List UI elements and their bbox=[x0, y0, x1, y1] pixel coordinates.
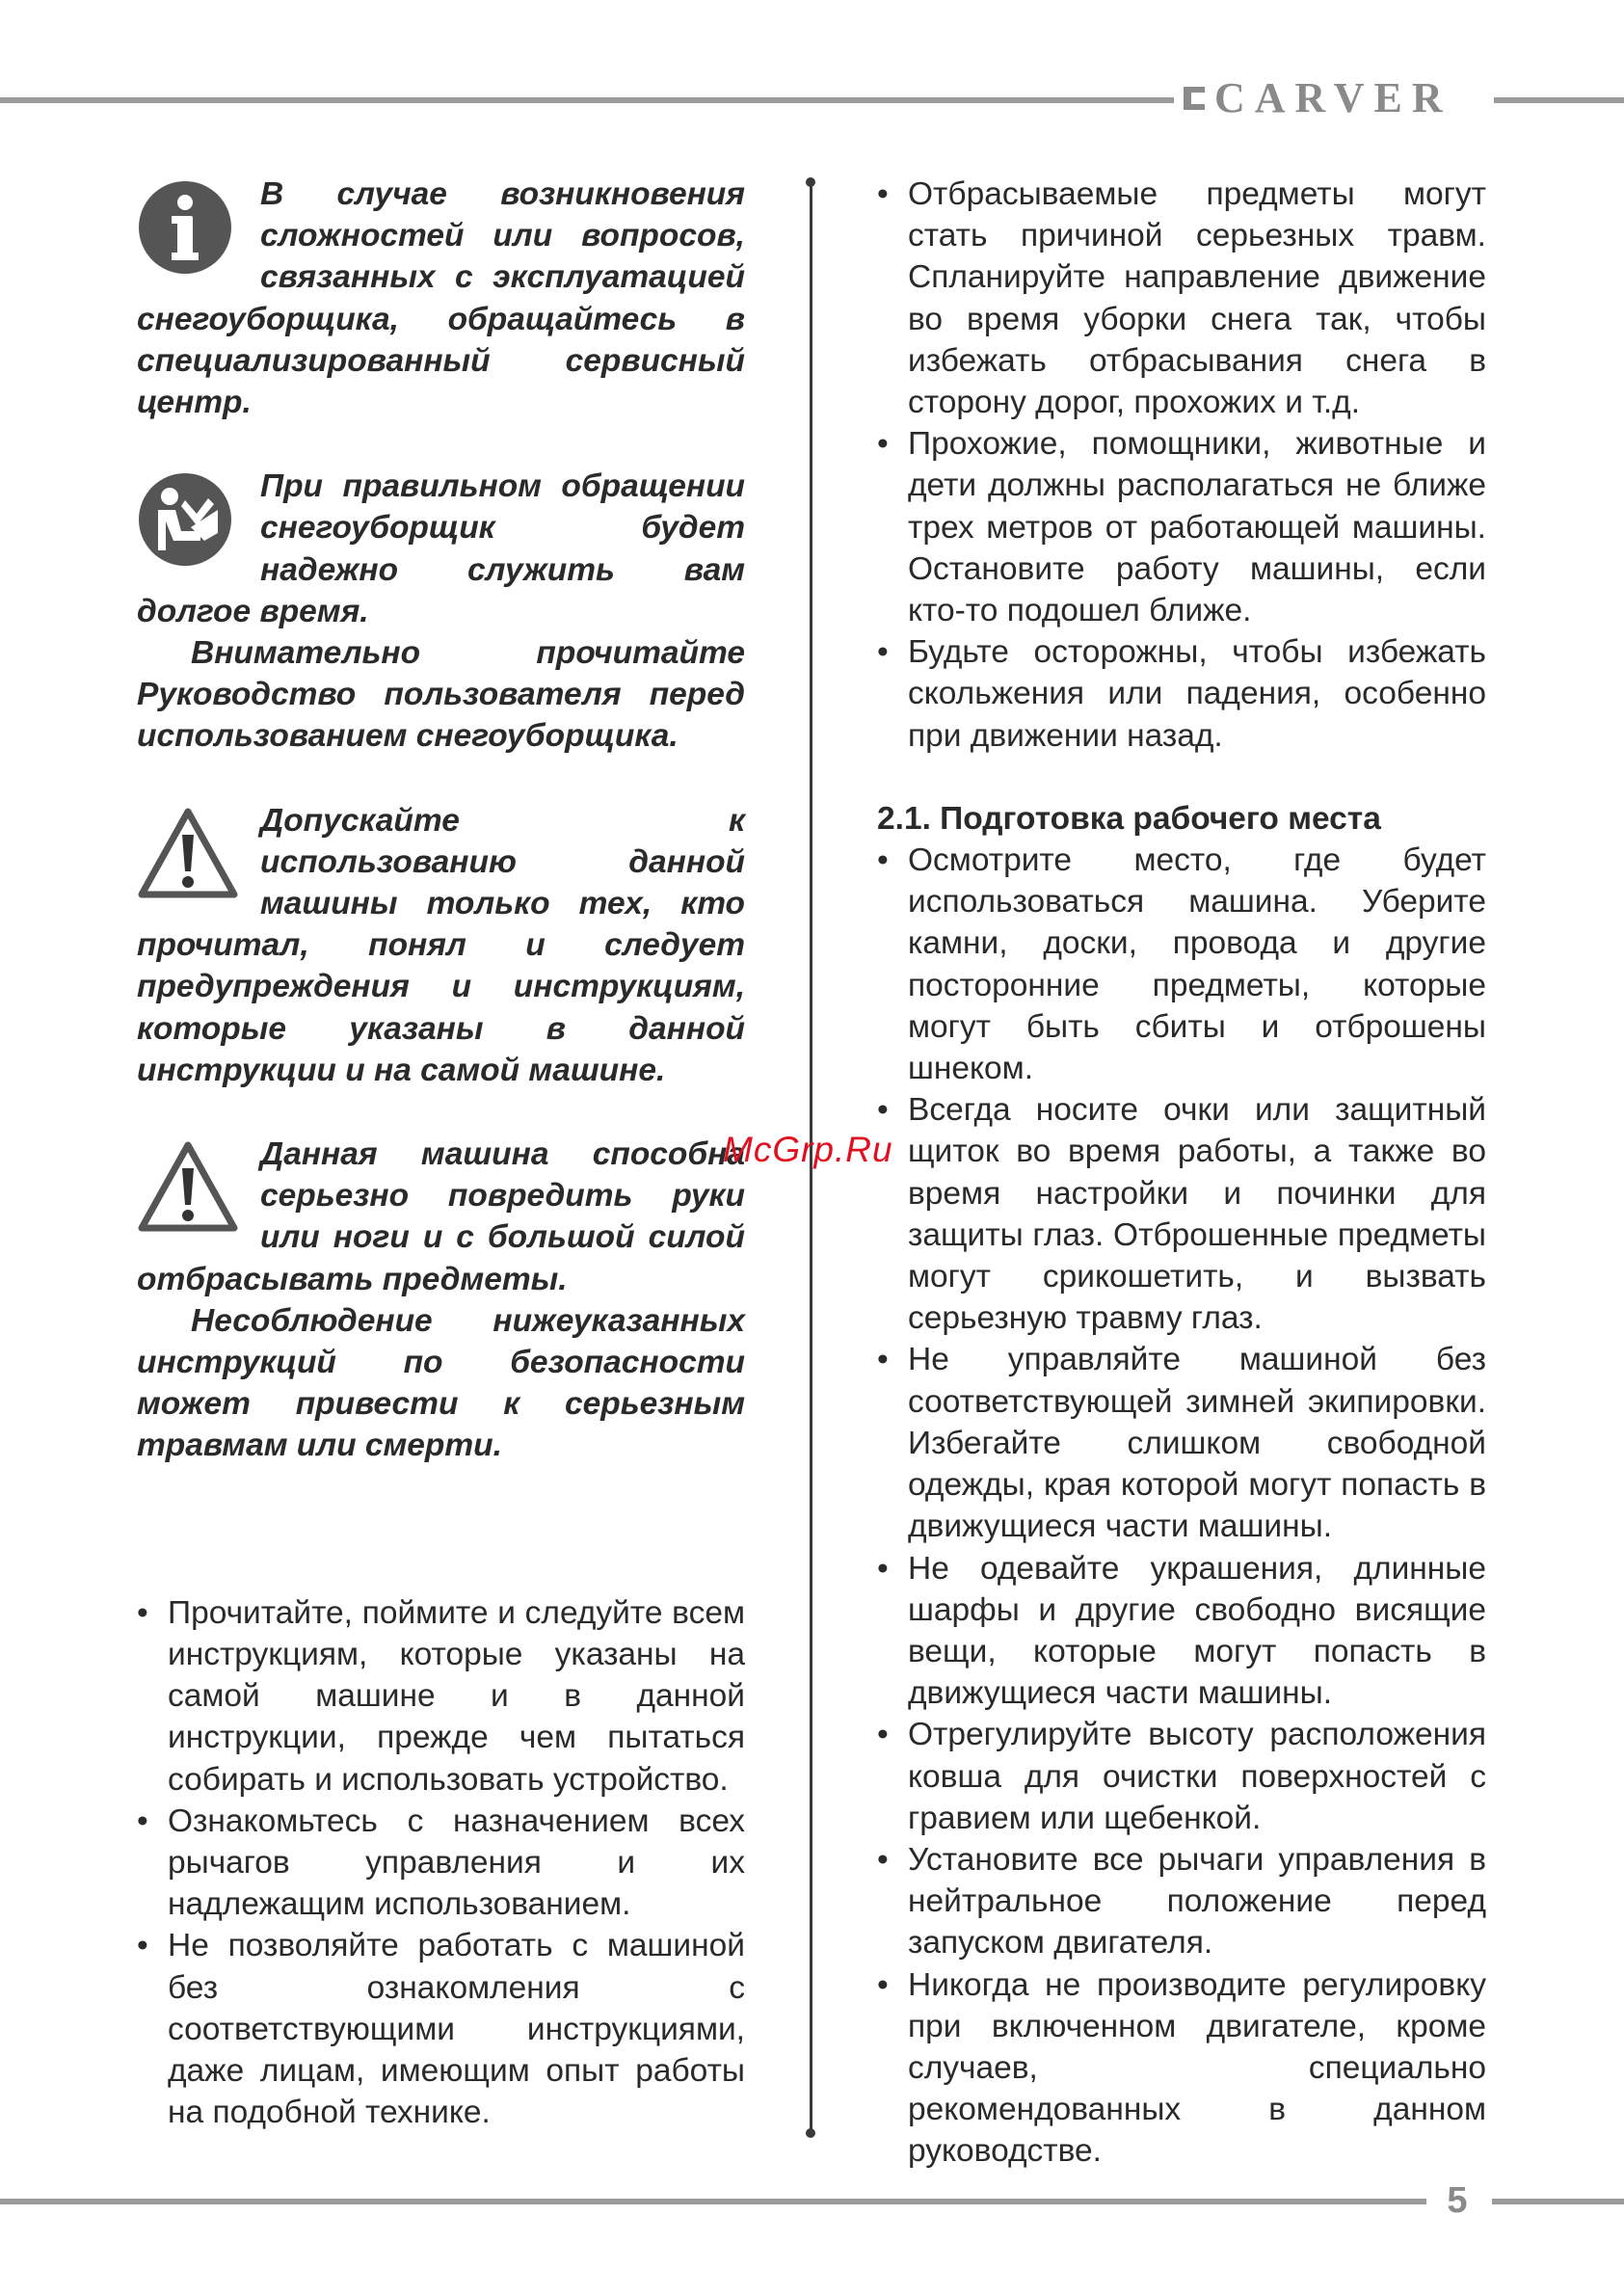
list-item: • Будьте осторожны, чтобы избежать скольжения или падения, особенно при движении назад. bbox=[877, 631, 1486, 757]
list-item: • Отбрасываемые предметы могут стать причиной серьезных травм. Спланируйте направление движение во время уборки снега так, чтобы избежать отбрасывания снега в сторону дорог, прохожих и т.д. bbox=[877, 174, 1486, 423]
divider-dot bbox=[806, 2128, 815, 2138]
left-bullet-list bbox=[137, 1592, 745, 2134]
info-icon bbox=[137, 179, 239, 281]
right-bullet-list-section bbox=[877, 840, 1486, 2173]
list-item: • Всегда носите очки или защитный щиток во время работы, а также во время настройки и починки для защиты глаз. Отброшенные предметы могут срикошетить, и вызвать серьезную травму глаз. bbox=[877, 1089, 1486, 1339]
right-bullet-list-top bbox=[877, 174, 1486, 757]
warning-2-text-1: Данная машина способна серьезно повредить руки или ноги и с большой силой отбрасывать предметы. bbox=[137, 1136, 745, 1297]
read-manual-icon bbox=[137, 471, 239, 574]
list-item: • Никогда не производите регулировку при включенном двигателе, кроме случаев, специально рекомендованных в данном руководстве. bbox=[877, 1964, 1486, 2173]
warning-2-text-2: Несоблюдение нижеуказанных инструкций по безопасности может привести к серьезным травмам или смерти. bbox=[137, 1302, 745, 1464]
list-item: • Не управляйте машиной без соответствующей зимней экипировки. Избегайте слишком свободной одежды, края которой могут попасть в движущиеся части машины. bbox=[877, 1339, 1486, 1547]
right-column bbox=[877, 174, 1486, 2173]
divider-dot bbox=[806, 177, 815, 187]
list-item: • Осмотрите место, где будет использоваться машина. Уберите камни, доски, провода и другие посторонние предметы, которые могут быть сбиты и отброшены шнеком. bbox=[877, 840, 1486, 1089]
manual-note bbox=[137, 466, 745, 757]
footer-rule bbox=[0, 2199, 1426, 2204]
warning-icon bbox=[137, 806, 239, 908]
warning-note-2 bbox=[137, 1134, 745, 1467]
list-item: • Отрегулируйте высоту расположения ковша для очистки поверхностей с гравием или щебенкой. bbox=[877, 1714, 1486, 1839]
section-heading: 2.1. Подготовка рабочего места bbox=[877, 800, 1381, 837]
list-item: • Не позволяйте работать с машиной без ознакомления с соответствующими инструкциями, даже лицам, имеющим опыт работы на подобной технике. bbox=[137, 1925, 745, 2133]
brand-mark-icon bbox=[1182, 85, 1207, 112]
info-note-text: В случае возникновения сложностей или вопросов, связанных с эксплуатацией снегоуборщика, обращайтесь в специализированный сервисный центр. bbox=[137, 176, 745, 421]
warning-1-text: Допускайте к использованию данной машины только тех, кто прочитал, понял и следует предупреждения и инструкциям, которые указаны в данной инструкции и на самой машине. bbox=[137, 802, 745, 1088]
warning-note-1 bbox=[137, 800, 745, 1091]
brand-logo bbox=[1182, 74, 1490, 121]
list-item: • Прохожие, помощники, животные и дети должны располагаться не ближе трех метров от работающей машины. Остановите работу машины, если кто-то подошел ближе. bbox=[877, 423, 1486, 631]
watermark: McGrp.Ru bbox=[723, 1130, 893, 1169]
list-item: • Ознакомьтесь с назначением всех рычагов управления и их надлежащим использованием. bbox=[137, 1801, 745, 1926]
manual-note-text-2: Внимательно прочитайте Руководство пользователя перед использованием снегоуборщика. bbox=[137, 635, 745, 755]
left-column bbox=[137, 174, 745, 2133]
page-number: 5 bbox=[1447, 2180, 1468, 2221]
info-note bbox=[137, 174, 745, 423]
list-item: • Установите все рычаги управления в нейтральное положение перед запуском двигателя. bbox=[877, 1839, 1486, 1964]
list-item: • Прочитайте, поймите и следуйте всем инструкциям, которые указаны на самой машине и в данной инструкции, прежде чем пытаться собирать и использовать устройство. bbox=[137, 1592, 745, 1801]
manual-note-text-1: При правильном обращении снегоуборщик будет надежно служить вам долгое время. bbox=[137, 468, 745, 629]
brand-name: CARVER bbox=[1214, 74, 1452, 121]
footer-rule-right bbox=[1492, 2199, 1624, 2204]
header-rule-right bbox=[1494, 97, 1624, 103]
list-item: • Не одевайте украшения, длинные шарфы и другие свободно висящие вещи, которые могут попасть в движущиеся части машины. bbox=[877, 1548, 1486, 1715]
header-rule bbox=[0, 97, 1174, 103]
warning-icon bbox=[137, 1139, 239, 1241]
